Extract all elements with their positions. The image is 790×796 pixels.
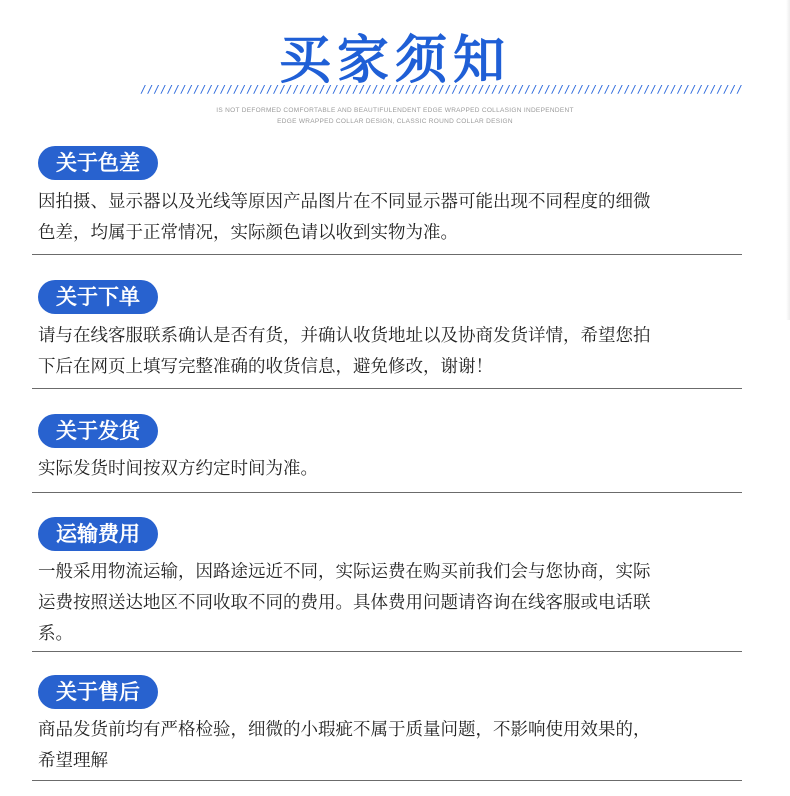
section-heading-pill: 关于色差 (38, 146, 158, 180)
body-line: 希望理解 (38, 751, 108, 771)
section-heading-pill: 关于售后 (38, 675, 158, 709)
body-line: 商品发货前均有严格检验，细微的小瑕疵不属于质量问题，不影响使用效果的， (38, 720, 651, 740)
section-heading-pill: 关于下单 (38, 280, 158, 314)
section-heading-pill: 运输费用 (38, 517, 158, 551)
section-divider (32, 388, 742, 389)
section-divider (32, 492, 742, 493)
section-body (38, 454, 743, 485)
subtitle-line-2: EDGE WRAPPED COLLAR DESIGN, CLASSIC ROUND COLLAR DESIGN (277, 118, 513, 125)
body-line: 因拍摄、显示器以及光线等原因产品图片在不同显示器可能出现不同程度的细微 (38, 192, 651, 212)
section-body (38, 715, 743, 777)
body-line: 请与在线客服联系确认是否有货，并确认收货地址以及协商发货详情，希望您拍 (38, 326, 651, 346)
page-edge-shadow (786, 0, 790, 320)
body-line: 系。 (38, 624, 73, 644)
body-line: 下后在网页上填写完整准确的收货信息，避免修改，谢谢！ (38, 357, 493, 377)
page-title: 买家须知 (278, 31, 511, 91)
section-divider (32, 254, 742, 255)
section-body (38, 321, 743, 383)
section-body (38, 187, 743, 249)
section-body (38, 557, 743, 650)
body-line: 运费按照送达地区不同收取不同的费用。具体费用问题请咨询在线客服或电话联 (38, 593, 651, 613)
subtitle-line-1: IS NOT DEFORMED COMFORTABLE AND BEAUTIFULENDENT EDGE WRAPPED COLLASIGN INDEPENDENT (216, 107, 574, 114)
decorative-slash-divider: /////////////////////////////////////////////////////////////////////////////////////////// (140, 83, 743, 96)
section-divider (32, 651, 742, 652)
section-divider (32, 780, 742, 781)
body-line: 一般采用物流运输，因路途远近不同，实际运费在购买前我们会与您协商，实际 (38, 562, 651, 582)
body-line: 实际发货时间按双方约定时间为准。 (38, 459, 318, 479)
section-heading-pill: 关于发货 (38, 414, 158, 448)
body-line: 色差，均属于正常情况，实际颜色请以收到实物为准。 (38, 223, 458, 243)
